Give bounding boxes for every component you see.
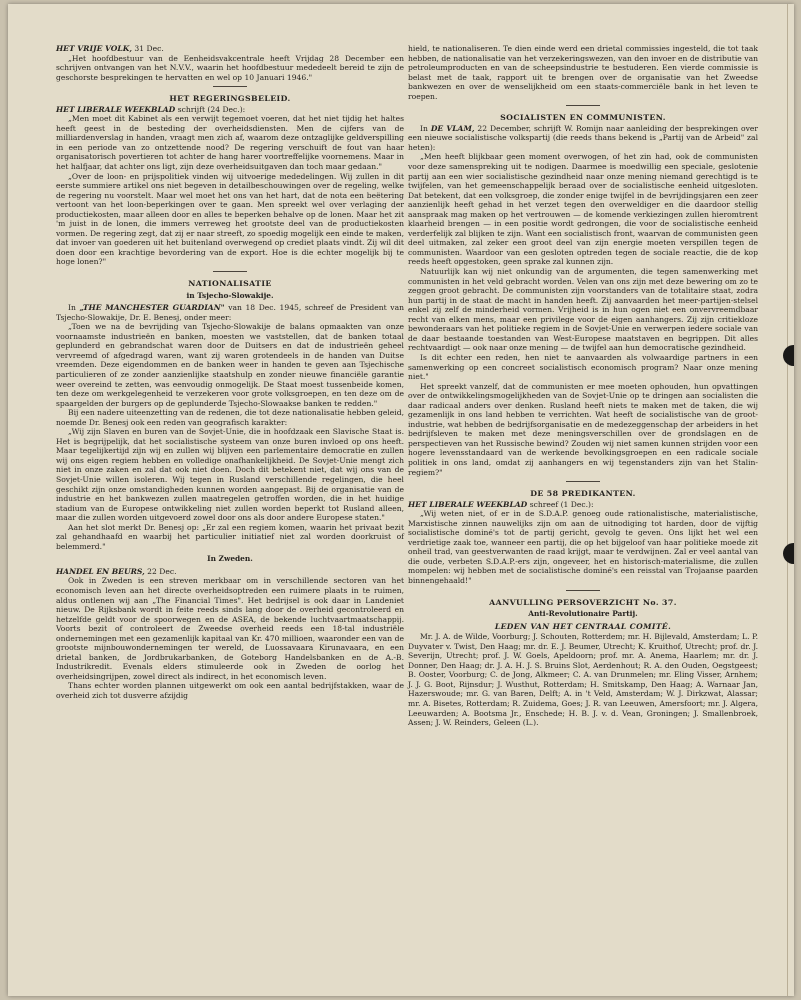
- paragraph-continued: hield, te nationaliseren. Te dien einde werd een drietal commissies ingesteld, die tot taak hebben, de nationalisatie van het verzekeringswezen, van den invoer en de distributie van petroleumproducten en van de scheepsindustrie te bestuderen. Een vierde commissie is belast met de taak, rapport uit te brengen over de organisatie van het Zweedse bankwezen en over de wenselijkheid om een staats-commerciële bank in het leven te roepen.: [408, 44, 758, 101]
- source-date: 31 Dec.: [134, 44, 164, 53]
- text-rest: 22 December, schrijft W. Romijn naar aanleiding der besprekingen over een nieuwe socialistische volkspartij (die reeds thans bekend is „Partij van de Arbeid" zal heten):: [408, 123, 759, 152]
- separator-rule: [213, 86, 247, 87]
- source-name: HET LIBERALE WEEKBLAD: [408, 499, 528, 509]
- source-line: [56, 105, 404, 115]
- section-subheading: Anti-Revolutionaire Partij.: [528, 609, 638, 619]
- punch-hole-bottom: [783, 543, 794, 564]
- separator-rule: [566, 590, 600, 591]
- source-line: [56, 567, 404, 577]
- text-prefix: In: [68, 303, 76, 313]
- source-date: 22 Dec.: [147, 566, 177, 576]
- paragraph: [408, 124, 758, 153]
- section-heading: SOCIALISTEN EN COMMUNISTEN.: [500, 113, 666, 123]
- text-prefix: In: [420, 123, 428, 133]
- paragraph: „Wij weten niet, of er in de S.D.A.P. genoeg oude rationalistische, materialistische, Marxistische zinnen nauwelijks zijn om aan de uitnodiging tot harden, door de vijftig socialistische dominé's tot de partij gericht, gevolg te geven. Ons lijkt het wel een verdrietige zaak toe, wanneer een partij, die op het bijgeloof van haar politieke moede zit onheil trad, van geestverwanten de raad krijgt, maar te verdwijnen. Zal er veel aantal van die oude, verbeten S.D.A.P.-ers zijn, ongeveer, het en historisch-materialisme, die zullen mompelen: wij hebben met de socialistische dominé's een reisstal van Trojaanse paarden binnengehaald!": [408, 509, 758, 585]
- committee-title: LEDEN VAN HET CENTRAAL COMITÉ.: [494, 621, 672, 631]
- separator-rule: [566, 481, 600, 482]
- paragraph: Is dit echter een reden, hen niet te aanvaarden als volwaardige partners in een samenwerking op een concreet socialistisch economisch program? Naar onze mening niet.": [408, 352, 758, 382]
- paragraph: „Het hoofdbestuur van de Eenheidsvakcentrale heeft Vrijdag 28 December een schrijven ontvangen van het N.V.V., waarin het hoofdbestuur mededeelt bereid te zijn de geschorste besprekingen te hervatten en wel op 10 Januari 1946.": [56, 53, 404, 82]
- left-column: [56, 44, 404, 701]
- paragraph: „Men moet dit Kabinet als een verwijt tegemoet voeren, dat het niet tijdig het haltes heeft geest in de besteding der overheidsdiensten. Men de cijfers van de milliardenverslag in handen, vraagt men zich af, waarom deze ontzaglijke geldverspilling in een periode van zo ontzettende nood? De regering verschuift de fout van haar organisatorisch povertieren tot achter de hang harer voortreffelijke voornemens. Maar in het halfjaar, dat achter ons ligt, zijn deze overheidsuitgaven dan toch maar gedaan.": [56, 114, 404, 172]
- paragraph: Natuurlijk kan wij niet onkundig van de argumenten, die tegen samenwerking met communisten in het veld gebracht worden. Velen van ons zijn met deze bewering om zo te zeggen groot gebracht. De communisten zijn voorstanders van de totalitaire staat, zodra hun partij in de staat de macht in handen heeft. Zij aanvaarden het meer-partijen-stelsel enkel zij zelf de minderheid vormen. Vrijheid is in hun ogen niet een onvervreemdbaar recht van elken mens, maar een privilege voor de eigen aanhangers. Zij zijn critiekloze bewonderaars van het politieke regiem in de Sovjet-Unie en verwerpen iedere sociale van de daar bestaande toestanden van West-Europese maatstaven en begrippen. Dit alles rechtvaardigt — ook naar onze mening — de twijfel aan hun democratische gezindheid.: [408, 267, 758, 353]
- item-vrije-volk: [56, 44, 404, 54]
- source-name: HET VRIJE VOLK,: [56, 44, 132, 53]
- punch-hole-top: [783, 345, 794, 366]
- section-subheading: In Zweden.: [207, 554, 253, 564]
- paragraph: Bij een nadere uiteenzetting van de redenen, die tot deze nationalisatie hebben geleid, noemde Dr. Benesj ook een reden van geografisch karakter:: [56, 408, 404, 427]
- source-intro: schreef (1 Dec.):: [529, 499, 594, 509]
- section-heading: HET REGERINGSBELEID.: [169, 94, 291, 104]
- source-intro: schrijft (24 Dec.):: [177, 104, 246, 114]
- paragraph: Aan het slot merkt Dr. Benesj op: „Er zal een regiem komen, waarin het privaat bezit zal gehandhaafd en waarbij het particulier initiatief niet zal worden doorkruist of belemmerd.": [56, 522, 404, 551]
- paragraph: Thans echter worden plannen uitgewerkt om ook een aantal bedrijfstakken, waar de overheid zich tot dusverre afzijdig: [56, 681, 404, 700]
- right-column: [408, 44, 758, 728]
- paragraph: „Men heeft blijkbaar geen moment overwogen, of het zin had, ook de communisten voor deze samenspreking uit te nodigen. Daarmee is moedwillig een speciale, geslotenie partij aan een wier socialistische gezindheid naar onze mening niemand gerechtigd is te twijfelen, van het gemeenschappelijk beraad over de socialistische eenheid uitgesloten. Dat betekent, dat een volksgroep, die zonder enige twijfel in de bevrijdingsjaren een zeer aanzienlijk heeft gehad in het verzet tegen den overweldiger en die daardoor stellig aanspraak mag maken op het vertrouwen — de komende verkiezingen zullen hieromtrent klaarheid brengen — in een positie wordt gedrongen, die voor de socialistische eenheid verderfelijk zal blijken te zijn. Want een socialistisch front, waarvan de communisten geen deel uitmaken, zal zeker een groot deel van zijn energie moeten verspillen tegen de communisten. Waardoor van een gesloten optreden tegen de sociale reactie, die de kop reeds heeft opgestoken, geen sprake zal kunnen zijn.: [408, 152, 758, 267]
- member-list: Mr. J. A. de Wilde, Voorburg; J. Schouten, Rotterdem; mr. H. Bijlevald, Amsterdam; L. P. Duyvater v. Twist, Den Haag; mr. dr. E. J. Beumer, Utrecht; K. Kruithof, Utrecht; prof. dr. J. Severijn, Utrecht; prof. J. W. Goels, Apeldoorn; prof. mr. A. Anema, Haarlem; mr. dr. J. Donner, Den Haag; dr. J. A. H. J. S. Bruins Slot, Aerdenhout; R. A. den Ouden, Oegstgeest; B. Ooster, Voorburg; C. de Jong, Alkmeer; C. A. van Drunmelen; mr. Eling Visser, Arnhem; J. J. G. Boot, Rijnsdur; J. Wusthut, Rotterdam; H. Smitskamp, Den Haag; A. Warnaar Jan, Hazerswoude; mr. G. van Baren, Delft; A. in 't Veld, Amsterdam; W. J. Dirkzwat, Alassar; mr. A. Bisetes, Rotterdam; R. Zuidema, Goes; J. R. van Leeuwen, Amersfoort; mr. J. Algera, Leeuwarden; A. Bootsma Jr., Enschede; H. B. J. v. d. Vean, Groningen; J. Smallenbroek, Assen; J. W. Reinders, Geleen (L.).: [408, 632, 758, 728]
- section-heading: DE 58 PREDIKANTEN.: [530, 489, 636, 499]
- source-name: HANDEL EN BEURS,: [56, 566, 145, 576]
- paragraph: „Over de loon- en prijspolitiek vinden wij uitvoerige mededelingen. Wij zullen in dit eerste summiere artikel ons niet begeven in detailbeschouwingen over de regeling, welke de regering nu voorstelt. Maar wel moet het ons van het hart, dat de nota een beëtering vertoont van het loon-beperkingen over te gaan. Men spreekt wel over verlaging der productiekosten, maar alleen door en alles te beperken behalve op de lonen. Maar het zit 'm juist in de lonen, die immers verreweg het grootste deel van de productiekosten vormen. De regering zegt, dat zij er naar streeft, zo spoedig mogelijk een einde te maken, dat invoer van goederen uit het buitenland overwegend op crediet plaats vindt. Zij wil dit doen door een krachtige bevordering van de export. Hoe is die echter mogelijk bij te hoge lonen?": [56, 171, 404, 267]
- source-name: „THE MANCHESTER GUARDIAN": [79, 303, 225, 313]
- separator-rule: [213, 271, 247, 272]
- paragraph: Ook in Zweden is een streven merkbaar om in verschillende sectoren van het economisch leven aan het directe overheidsoptreden een ruimere plaats in te ruimen, aldus ontlenen wij aan „The Financial Times". Het bedrijsel is ook daar in Landeniet nieuw. De Rijksbank wordt in feite reeds sinds lang door de overheid gecontroleerd en hetzelfde geldt voor de spoorwegen en de ASEA, de bekende luchtvaartmaatschappij. Voorts bezit of controleert de Zweedse overheid reeds een 18-tal industriële ondernemingen met een gezamenlijk kapitaal van Kr. 470 millioen, waaronder een van de grootste mijnbouwondernemingen ter wereld, de Luossavaara Kirunavaara, en een drietal banken, de Jordbrukarbanken, de Goteborg Handelsbanken en de A.-B. Industrikredit. Evenals elders stimuleerde ook in Zweden de oorlog het overheidsingrijpen, zowel direct als indirect, in het economisch leven.: [56, 576, 404, 681]
- paragraph: „Wij zijn Slaven en buren van de Sovjet-Unie, die in hoofdzaak een Slavische Staat is. Het is begrijpelijk, dat het socialistische systeem van onze buren invloed op ons heeft. Maar tegelijkertijd zijn wij en zullen wij blijven een parlementaire democratie en zullen wij ons eigen regiem hebben en volledige onafhankelijkheid. De Sovjet-Unie mengt zich niet in onze zaken en zal dat ook niet doen. Doch dit betekent niet, dat wij ons van de Sovjet-Unie willen isoleren. Wij tegen in Rusland verschillende regelingen, die heel geschikt zijn onze omstandigheden kunnen worden aangepast. Bij de organisatie van de industrie en het bankwezen zullen maatregelen getroffen worden, die in het huidige stadium van de Europese ontwikkeling niet zullen worden beperkt tot Rusland alleen, maar die zullen worden uitgevoerd zowel door ons als door andere Europese staten.": [56, 427, 404, 523]
- paragraph: [56, 303, 404, 322]
- separator-rule: [566, 105, 600, 106]
- section-subheading: in Tsjecho-Slowakije.: [186, 290, 274, 300]
- page-edge-line: [787, 4, 788, 996]
- source-name: HET LIBERALE WEEKBLAD: [56, 104, 176, 114]
- source-line: [408, 500, 758, 510]
- text-rest: van 18 Dec. 1945, schreef de President van Tsjecho-Slowakije, Dr. E. Benesj, onder meer:: [56, 303, 404, 322]
- paragraph: Het spreekt vanzelf, dat de communisten er mee moeten ophouden, hun opvattingen over de ontwikkelingsmogelijkheden van de Sovjet-Unie op te dringen aan socialisten die daar radicaal anders over denken. Rusland heeft niets te maken met de taken, die wij gezamenlijk in ons land hebben te verrichten. Wat heeft de socialistische van de groot-industrie, wat hebben de bedrijfsorganisatie en de medezeggenschap der arbeiders in het bedrijfsleven te maken met deze meningsverschillen over de grondslagen en de perspectieven van het Russische bewind? Zouden wij niet samen kunnen strijden voor een hogere levensstandaard van de werkende bevolkingsgroepen en een radicale sociale politiek in ons land, omdat zij aanhangers en wij tegenstanders zijn van het Stalin-regiem?": [408, 381, 758, 477]
- paragraph: „Toen we na de bevrijding van Tsjecho-Slowakije de balans opmaakten van onze voornaamste industrieën en banken, moesten we vaststellen, dat de banken totaal geplunderd en gebrandschat waren door de Duitsers en dat de industrieën geheel vervreemd of afgedragd waren, want zij waren grotendeels in de handen van Duitse vreemden. Deze eigendommen en de banken weer in handen te geven aan Tsjechische particulieren of ze zonder aanzienlijke staatshulp en zonder nieuwe financiële garantie weer overeind te zetten, was eenvoudig onmogelijk. De Staat moest tussenbeide komen, ten deze om werkgelegenheid te verzekeren voor grote volksgroepen, en ten deze om de spaargelden der burgers op de geplunderde Tsjecho-Slowaakse banken te redden.": [56, 322, 404, 408]
- section-heading: NATIONALISATIE: [188, 279, 272, 289]
- section-heading: AANVULLING PERSOVERZICHT No. 37.: [489, 597, 677, 607]
- source-name: DE VLAM,: [430, 123, 475, 133]
- document-page: [8, 4, 794, 996]
